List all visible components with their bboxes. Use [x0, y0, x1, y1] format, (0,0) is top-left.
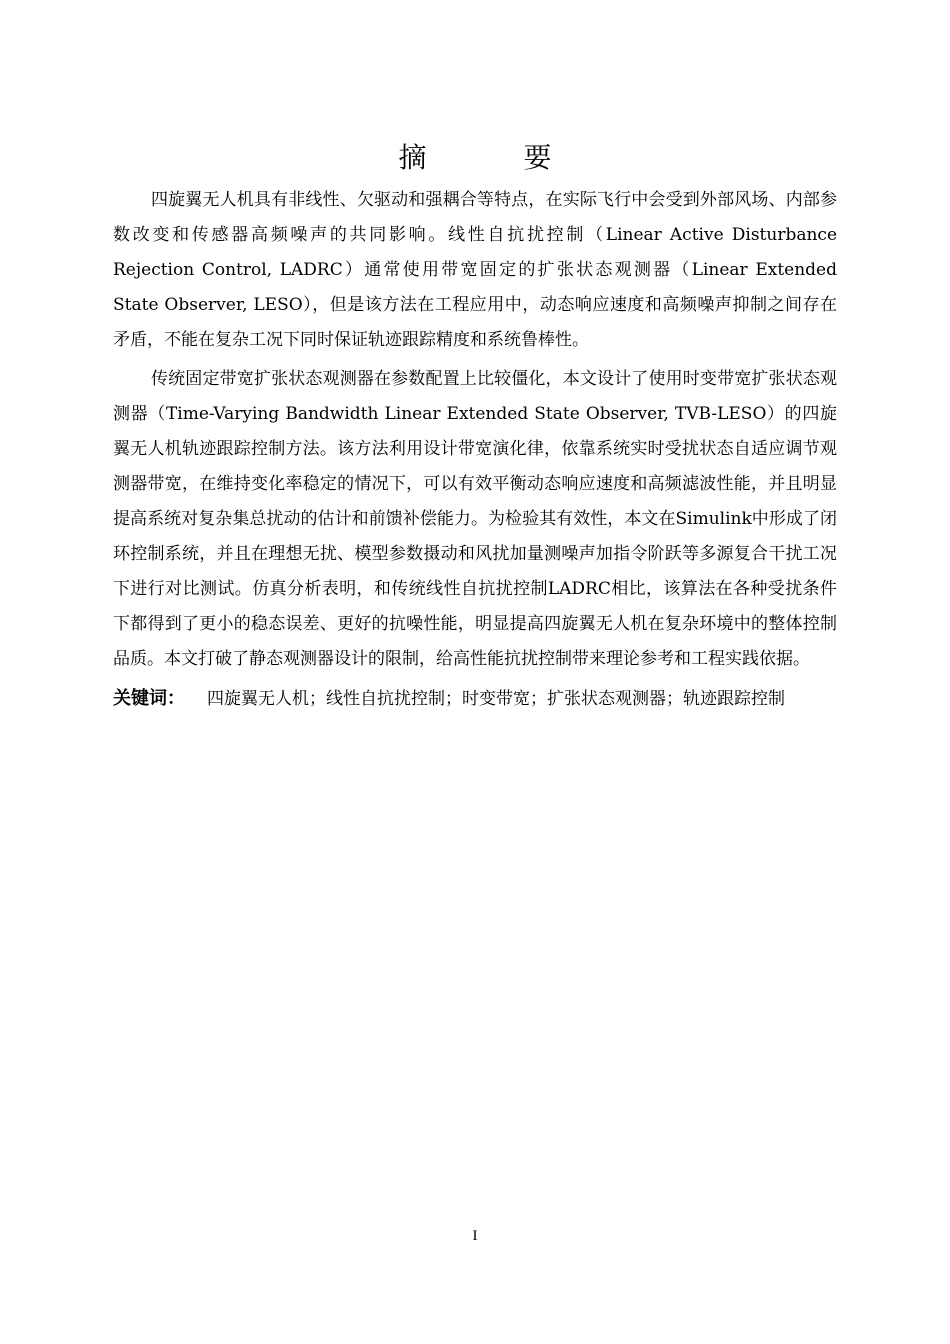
abstract-paragraph-2: 传统固定带宽扩张状态观测器在参数配置上比较僵化，本文设计了使用时变带宽扩张状态观测器（Time-Varying Bandwidth Linear Extended State Observer, TVB-LESO）的四旋翼无人机轨迹跟踪控制方法。该方法利用设计带宽演化律，依靠系统实时受扰状态自适应调节观测器带宽，在维持变化率稳定的情况下，可以有效平衡动态响应速度和高频滤波性能，并且明显提高系统对复杂集总扰动的估计和前馈补偿能力。为检验其有效性，本文在Simulink中形成了闭环控制系统，并且在理想无扰、模型参数摄动和风扰加量测噪声加指令阶跃等多源复合干扰工况下进行对比测试。仿真分析表明，和传统线性自抗扰控制LADRC相比，该算法在各种受扰条件下都得到了更小的稳态误差、更好的抗噪性能，明显提高四旋翼无人机在复杂环境中的整体控制品质。本文打破了静态观测器设计的限制，给高性能抗扰控制带来理论参考和工程实践依据。 — [113, 369, 837, 669]
abstract-body — [113, 183, 837, 717]
keywords-label: 关键词： — [113, 688, 185, 709]
keywords-line — [113, 681, 837, 717]
page-number: I — [472, 1228, 478, 1244]
abstract-title: 摘 要 — [398, 141, 596, 174]
keywords-text: 四旋翼无人机；线性自抗扰控制；时变带宽；扩张状态观测器；轨迹跟踪控制 — [207, 689, 785, 709]
abstract-paragraph-1: 四旋翼无人机具有非线性、欠驱动和强耦合等特点，在实际飞行中会受到外部风场、内部参数改变和传感器高频噪声的共同影响。线性自抗扰控制（Linear Active Disturbance Rejection Control, LADRC）通常使用带宽固定的扩张状态观测器（Linear Extended State Observer, LESO），但是该方法在工程应用中，动态响应速度和高频噪声抑制之间存在矛盾，不能在复杂工况下同时保证轨迹跟踪精度和系统鲁棒性。 — [113, 190, 837, 350]
